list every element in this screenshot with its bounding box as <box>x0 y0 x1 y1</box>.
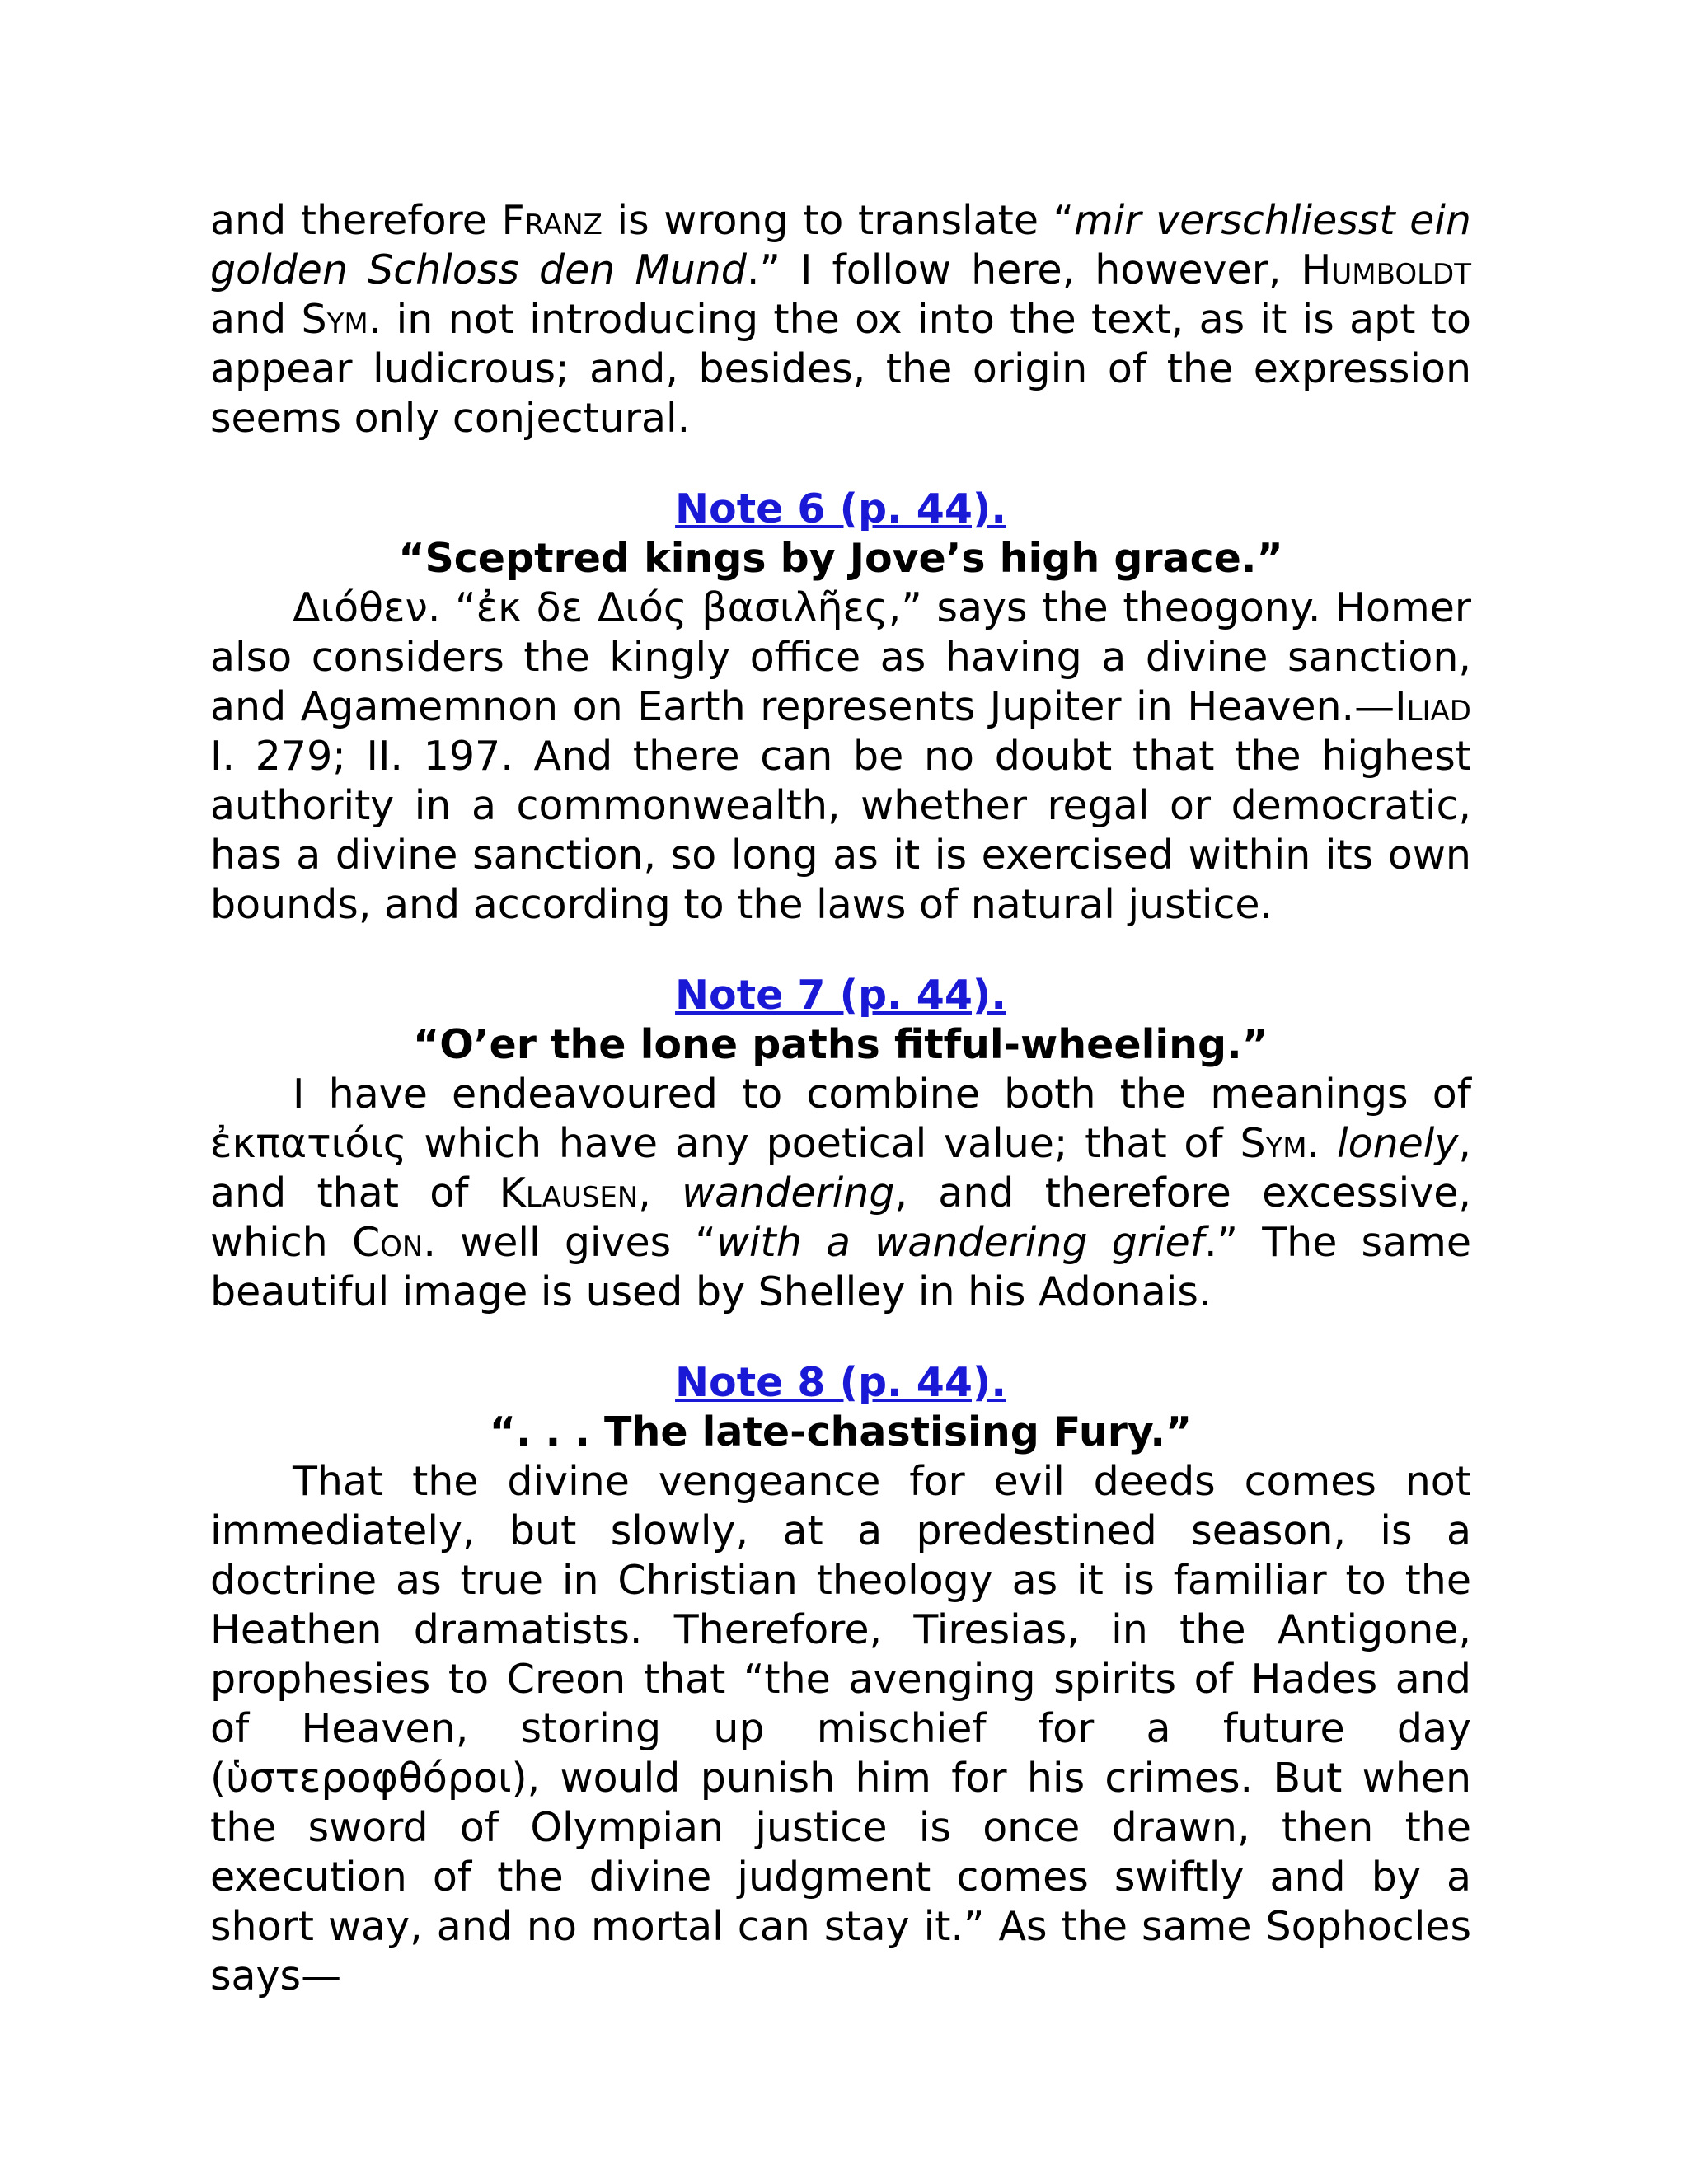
note-6-quote: “Sceptred kings by Jove’s high grace.” <box>398 535 1283 582</box>
note-7-quote: “O’er the lone paths fitful-wheeling.” <box>413 1021 1268 1068</box>
note-6-heading <box>210 485 1471 534</box>
author-abbrev: Sym <box>301 296 368 343</box>
author-name: Humboldt <box>1301 246 1471 293</box>
italic-term: wandering <box>682 1169 895 1216</box>
note-7-link[interactable]: Note 7 (p. 44). <box>675 972 1006 1019</box>
note-8-link[interactable]: Note 8 (p. 44). <box>675 1359 1006 1406</box>
note-6-link[interactable]: Note 6 (p. 44). <box>675 485 1006 532</box>
note-7-body: I have endeavoured to combine both the meanings of ἐκπατιόις which have any poetical value; that of Sym. lonely, and that of Klausen, wandering, and therefore excessive, which Con. well gives “with a wandering grief.” The same beautiful image is used by Shelley in his Adonais. <box>210 1071 1471 1315</box>
italic-term: lonely <box>1337 1120 1459 1167</box>
author-abbrev: Sym <box>1240 1120 1307 1167</box>
author-name: Klausen <box>499 1169 639 1216</box>
intro-paragraph: and therefore Franz is wrong to translate “mir verschliesst ein golden Schloss den Mund.” I follow here, however, Humboldt and Sym. in not introducing the ox into the text, as it is apt to appear ludicrous; and, besides, the origin of the expression seems only conjectural. <box>210 197 1471 442</box>
work-title: Iliad <box>1395 683 1471 730</box>
page-content <box>210 196 1471 2001</box>
note-8-quote: “. . . The late-chastising Fury.” <box>489 1408 1193 1455</box>
german-quote: mir verschliesst ein golden Schloss den Mund <box>210 197 1471 293</box>
note-7-heading <box>210 971 1471 1020</box>
author-abbrev: Con <box>351 1219 424 1266</box>
author-name: Franz <box>501 197 603 244</box>
note-6-body: Διόθεν. “ἐκ δε Διός βασιλῆες,” says the theogony. Homer also considers the kingly office as having a divine sanction, and Agamemnon on Earth represents Jupiter in Heaven.—Iliad I. 279; II. 197. And there can be no doubt that the highest authority in a commonwealth, whether regal or democratic, has a divine sanction, so long as it is exercised within its own bounds, and according to the laws of natural justice. <box>210 584 1471 928</box>
italic-quote: with a wandering grief <box>715 1219 1205 1266</box>
note-8-heading <box>210 1358 1471 1408</box>
note-8-body: That the divine vengeance for evil deeds comes not immediately, but slowly, at a predestined season, is a doctrine as true in Christian theology as it is familiar to the Heathen dramatists. Therefore, Tiresias, in the Antigone, prophesies to Creon that “the avenging spirits of Hades and of Heaven, storing up mischief for a future day (ὑστεροφθόροι), would punish him for his crimes. But when the sword of Olympian justice is once drawn, then the execution of the divine judgment comes swiftly and by a short way, and no mortal can stay it.” As the same Sophocles says— <box>210 1458 1471 1999</box>
